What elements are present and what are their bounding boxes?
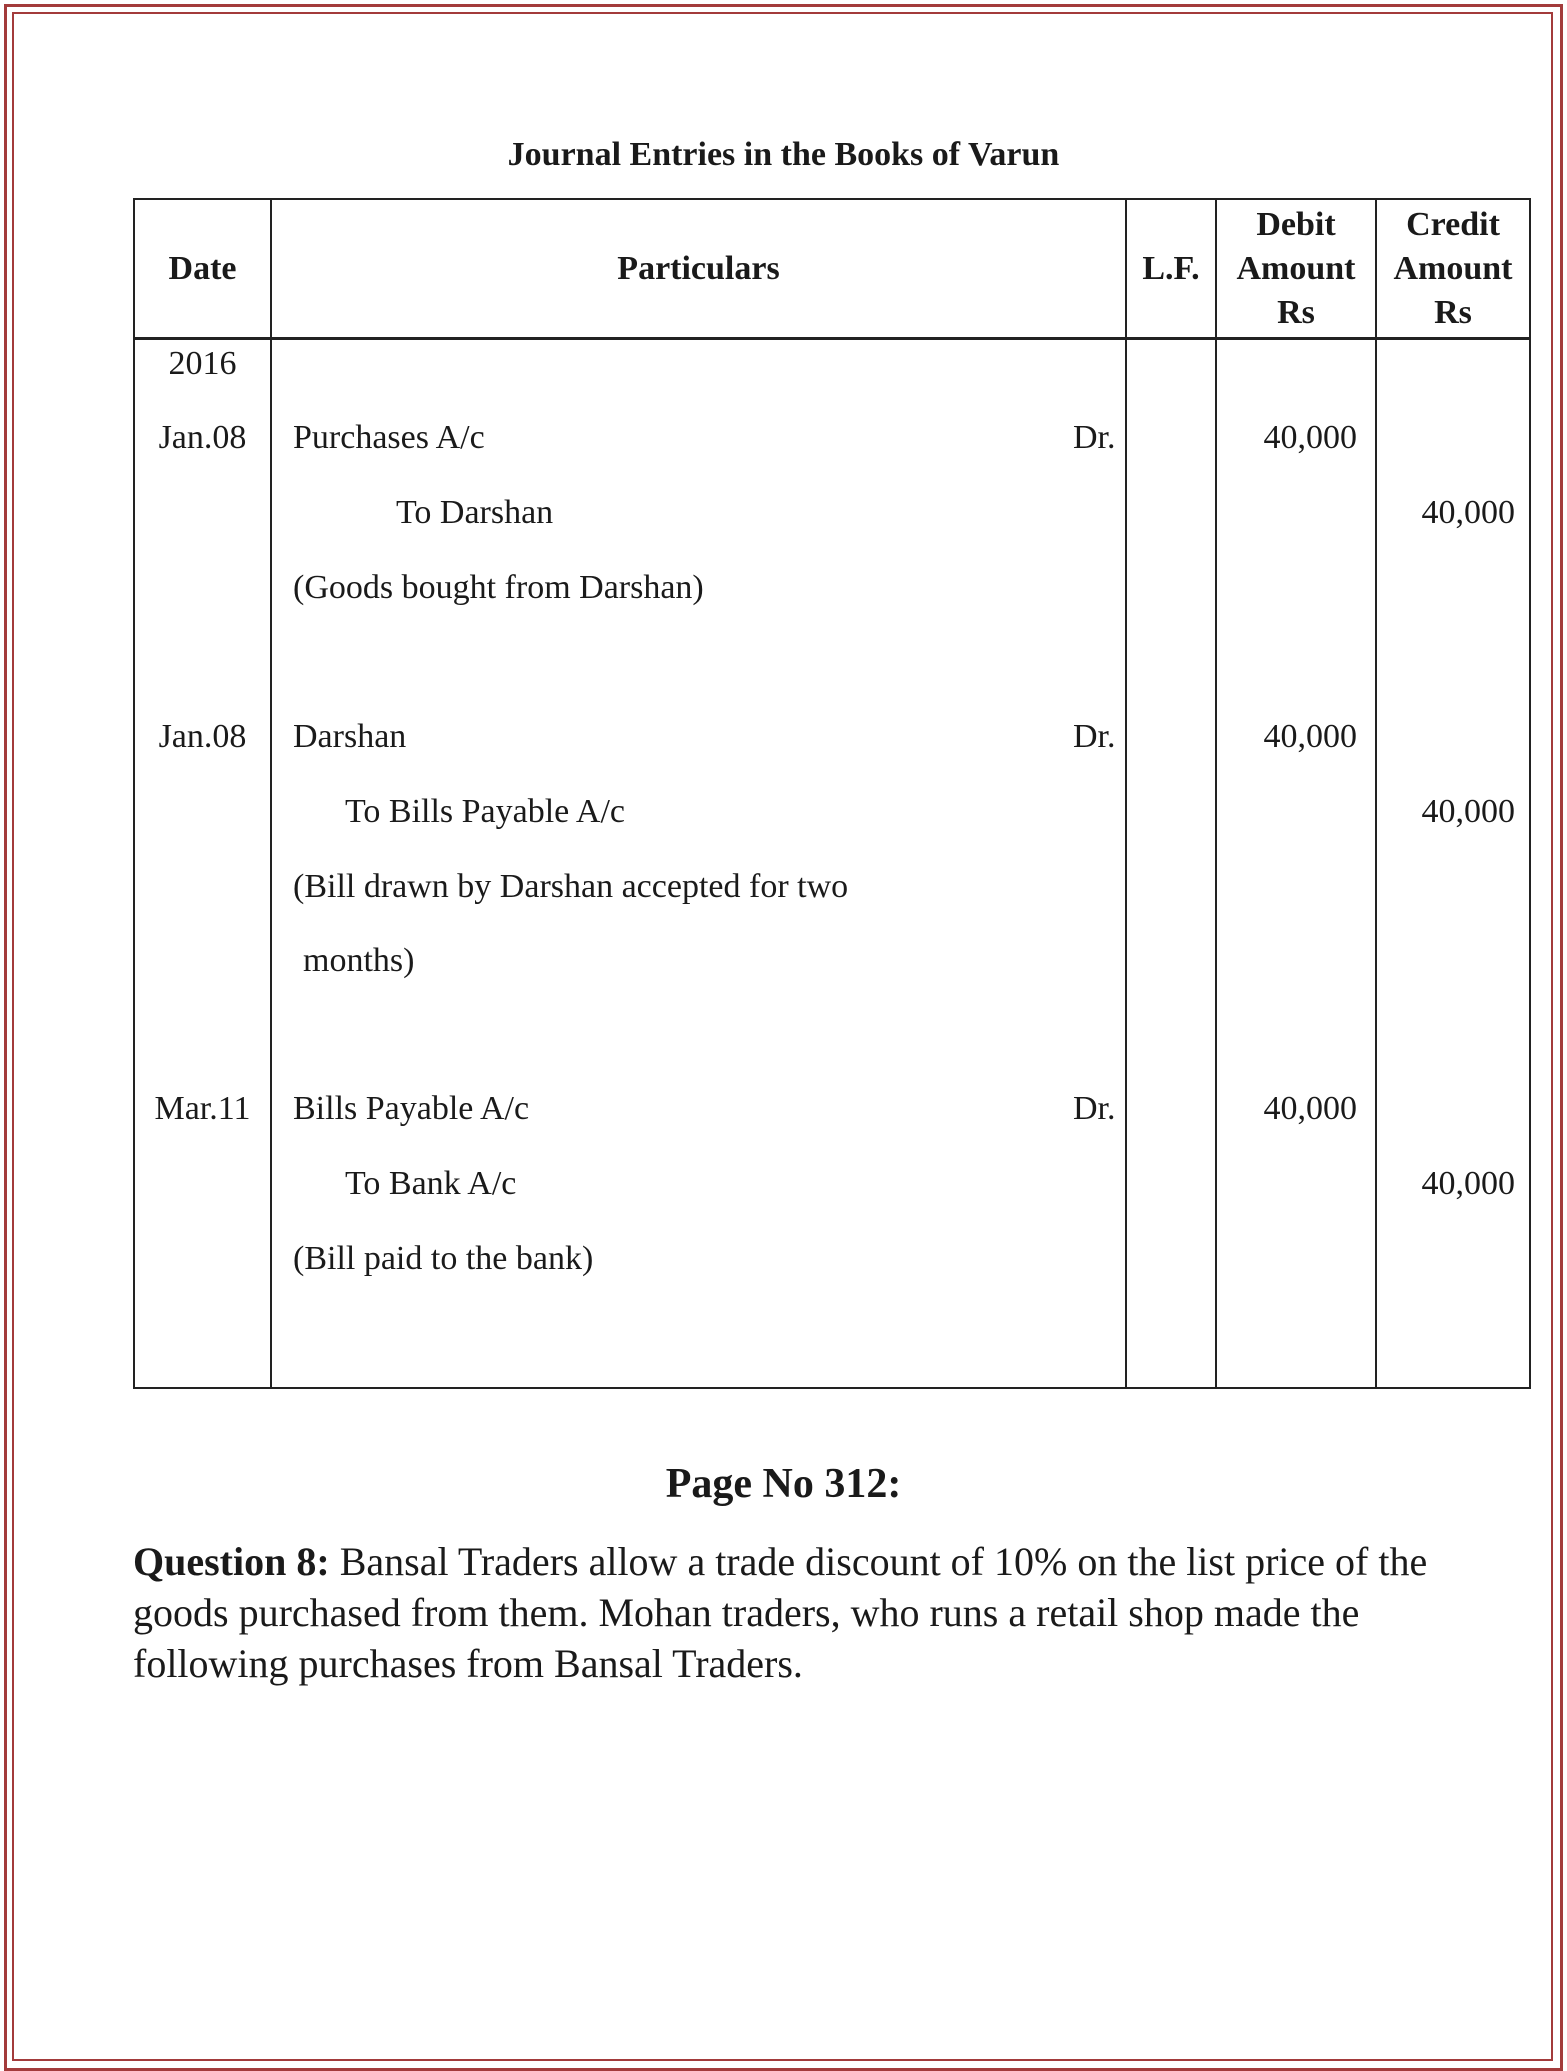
entry-2-debit-account: Darshan <box>293 718 407 755</box>
question-text: Bansal Traders allow a trade discount of 10% on the list price of the goods purchased from them. Mohan traders, who runs a retail shop made the following purchases from Bansal Traders. <box>133 1539 1428 1686</box>
entry-2-date: Jan.08 <box>158 718 247 755</box>
entry-2-narration-line-2: months) <box>303 942 415 979</box>
header-credit-amount: Credit Amount Rs <box>1393 205 1513 331</box>
page-heading: Page No 312: <box>665 1461 902 1507</box>
entry-1-credit-amount: 40,000 <box>1421 494 1515 531</box>
entry-3-dr: Dr. <box>1073 1090 1116 1127</box>
entry-year: 2016 <box>168 345 237 382</box>
entry-3-date: Mar.11 <box>154 1090 251 1127</box>
entry-1-narration: (Goods bought from Darshan) <box>293 569 704 606</box>
journal-table <box>133 198 1531 1389</box>
col-divider-particulars <box>1125 200 1127 1387</box>
entry-3-credit-amount: 40,000 <box>1421 1165 1515 1202</box>
entry-1-date: Jan.08 <box>158 419 247 456</box>
entry-3-credit-account: To Bank A/c <box>345 1165 517 1202</box>
header-divider <box>135 337 1529 340</box>
entry-3-debit-account: Bills Payable A/c <box>293 1090 530 1127</box>
question-paragraph <box>133 1536 1453 1689</box>
entry-1-debit-amount: 40,000 <box>1263 419 1357 456</box>
entry-2-debit-amount: 40,000 <box>1263 718 1357 755</box>
entry-2-credit-account: To Bills Payable A/c <box>345 793 625 830</box>
entry-1-credit-account: To Darshan <box>396 494 554 531</box>
header-date: Date <box>168 249 237 287</box>
entry-2-dr: Dr. <box>1073 718 1116 755</box>
entry-2-credit-amount: 40,000 <box>1421 793 1515 830</box>
entry-3-debit-amount: 40,000 <box>1263 1090 1357 1127</box>
journal-title: Journal Entries in the Books of Varun <box>507 136 1060 173</box>
entry-1-debit-account: Purchases A/c <box>293 419 485 456</box>
entry-2-narration-line-1: (Bill drawn by Darshan accepted for two <box>293 868 849 905</box>
question-label: Question 8: <box>133 1539 330 1584</box>
header-lf: L.F. <box>1142 249 1200 287</box>
col-divider-lf <box>1215 200 1217 1387</box>
col-divider-date <box>270 200 272 1387</box>
entry-3-narration: (Bill paid to the bank) <box>293 1240 594 1277</box>
header-debit-amount: Debit Amount Rs <box>1236 205 1356 331</box>
header-particulars: Particulars <box>617 249 780 287</box>
entry-1-dr: Dr. <box>1073 419 1116 456</box>
